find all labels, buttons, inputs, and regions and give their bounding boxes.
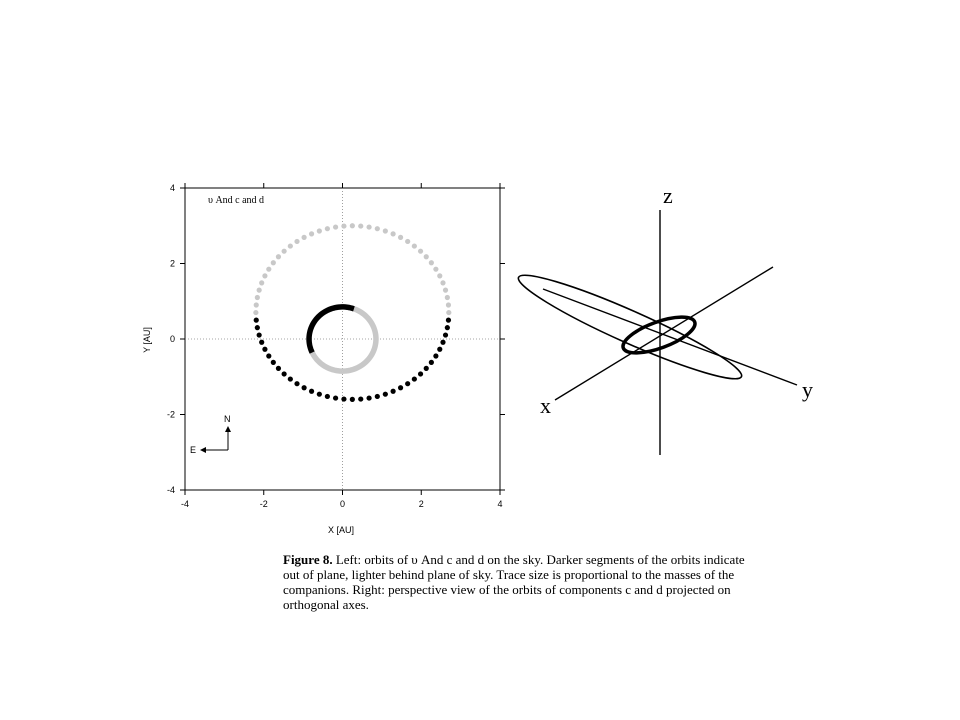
orbit-d-back-point [405, 239, 410, 244]
y-axis-line [543, 289, 797, 385]
y-axis-label-3d: y [802, 377, 813, 402]
orbit-d-front-point [418, 371, 423, 376]
orbit-d-front-point [257, 332, 262, 337]
orbit-d-front-point [375, 394, 380, 399]
orbit-d-back-point [424, 254, 429, 259]
figure-label: Figure 8. [283, 552, 333, 567]
orbit-d-front-point [366, 395, 371, 400]
orbit-d-back-point [445, 295, 450, 300]
orbit-d-back-point [433, 267, 438, 272]
orbit-d-back-point [446, 302, 451, 307]
orbit-d-back-point [276, 254, 281, 259]
orbit-d-front-point [424, 366, 429, 371]
y-axis-label: Y [AU] [142, 327, 152, 353]
orbit-d-front-point [443, 332, 448, 337]
orbit-d-back-point [437, 273, 442, 278]
orbit-d-back-point [412, 243, 417, 248]
orbit-c-ellipse [619, 310, 699, 360]
x-axis-label-3d: x [540, 393, 551, 418]
orbit-d-back-point [375, 226, 380, 231]
orbit-d-front-point [446, 318, 451, 323]
orbit-d-front-point [266, 353, 271, 358]
orbit-d-back-point [443, 288, 448, 293]
orbit-d-back-point [254, 302, 259, 307]
orbit-d-back-point [253, 310, 258, 315]
orbit-d-front-point [341, 396, 346, 401]
orbit-d-front-point [412, 376, 417, 381]
orbit-d-back-point [288, 243, 293, 248]
orbit-d-back-point [366, 224, 371, 229]
orbit-d-front-point [440, 340, 445, 345]
orbit-d-front-point [429, 360, 434, 365]
compass-east-label: E [190, 445, 197, 455]
orbit-d-front-point [282, 371, 287, 376]
orbit-d-front-point [445, 325, 450, 330]
orbit-d-back-point [309, 231, 314, 236]
y-tick-label: 2 [169, 258, 175, 269]
orbit-d-back-point [418, 249, 423, 254]
orbit-d-front-point [262, 347, 267, 352]
orbit-d-back-point [262, 273, 267, 278]
plot-axes [167, 183, 505, 509]
orbit-d-back-point [266, 267, 271, 272]
orbit-d-back-point [429, 260, 434, 265]
orbit-d-front-point [255, 325, 260, 330]
orbit-c-front-arc [309, 307, 354, 353]
orbit-d-back-point [302, 235, 307, 240]
orbit-d-front-point [391, 389, 396, 394]
orbit-d-back-point [440, 280, 445, 285]
x-tick-label: 4 [497, 499, 503, 509]
orbit-d-front-point [398, 385, 403, 390]
orbit-d-front-point [271, 360, 276, 365]
orbit-d-back-point [358, 223, 363, 228]
orbit-c-back-arc [312, 309, 376, 371]
orbit-d-back-point [350, 223, 355, 228]
orbit-d-front-point [325, 394, 330, 399]
orbit-d-front-point [383, 392, 388, 397]
orbit-d-front-point [294, 381, 299, 386]
orbit-d-back-point [259, 280, 264, 285]
orbit-d-front-point [276, 366, 281, 371]
orbit-d-back-point [391, 231, 396, 236]
x-tick-label: 2 [418, 499, 424, 509]
orbit-d-back-point [257, 288, 262, 293]
orbit-traces [253, 223, 451, 402]
y-tick-label: -4 [166, 485, 175, 495]
orbit-d-ellipse [515, 263, 748, 391]
orbit-d-back-point [255, 295, 260, 300]
compass-rose [190, 414, 231, 455]
plot-title: υ And c and d [208, 195, 265, 206]
orbit-d-front-point [254, 318, 259, 323]
orbit-d-back-point [271, 260, 276, 265]
orbit-d-back-point [317, 228, 322, 233]
x-tick-label: -2 [259, 499, 268, 509]
orbit-perspective-plot [515, 175, 825, 475]
x-axis-label: X [AU] [327, 525, 355, 535]
orbit-d-back-point [333, 224, 338, 229]
orbit-d-front-point [333, 395, 338, 400]
orbit-d-back-point [446, 310, 451, 315]
orbit-d-front-point [405, 381, 410, 386]
compass-north-label: N [224, 414, 231, 424]
orbit-d-front-point [437, 347, 442, 352]
orbit-d-back-point [325, 226, 330, 231]
orbit-d-back-point [294, 239, 299, 244]
orbit-d-front-point [309, 389, 314, 394]
orbit-d-front-point [317, 392, 322, 397]
orbit-d-back-point [398, 235, 403, 240]
z-axis-label: z [663, 183, 673, 208]
x-axis-line [555, 267, 773, 400]
orbit-d-front-point [302, 385, 307, 390]
y-tick-label: -2 [166, 409, 175, 420]
orbit-d-back-point [383, 228, 388, 233]
y-tick-label: 4 [169, 183, 175, 193]
orbit-d-front-point [358, 396, 363, 401]
orbit-sky-plot [140, 170, 520, 550]
figure-caption [283, 552, 753, 612]
caption-text: Left: orbits of υ And c and d on the sky. Darker segments of the orbits indicate out of plane, lighter behind plane of sky. Trace size is proportional to the masses of the companions. Right: perspective view of the orbits of components c and d projected on orthogonal axes. [283, 552, 745, 612]
orbit-d-front-point [433, 353, 438, 358]
axis-lines [543, 210, 797, 455]
orbit-d-front-point [259, 340, 264, 345]
orbit-d-back-point [282, 249, 287, 254]
orbit-d-front-point [288, 376, 293, 381]
y-tick-label: 0 [169, 334, 175, 344]
orbit-d-back-point [341, 223, 346, 228]
x-tick-label: -4 [180, 499, 190, 509]
x-tick-label: 0 [339, 499, 346, 509]
orbit-d-front-point [350, 397, 355, 402]
